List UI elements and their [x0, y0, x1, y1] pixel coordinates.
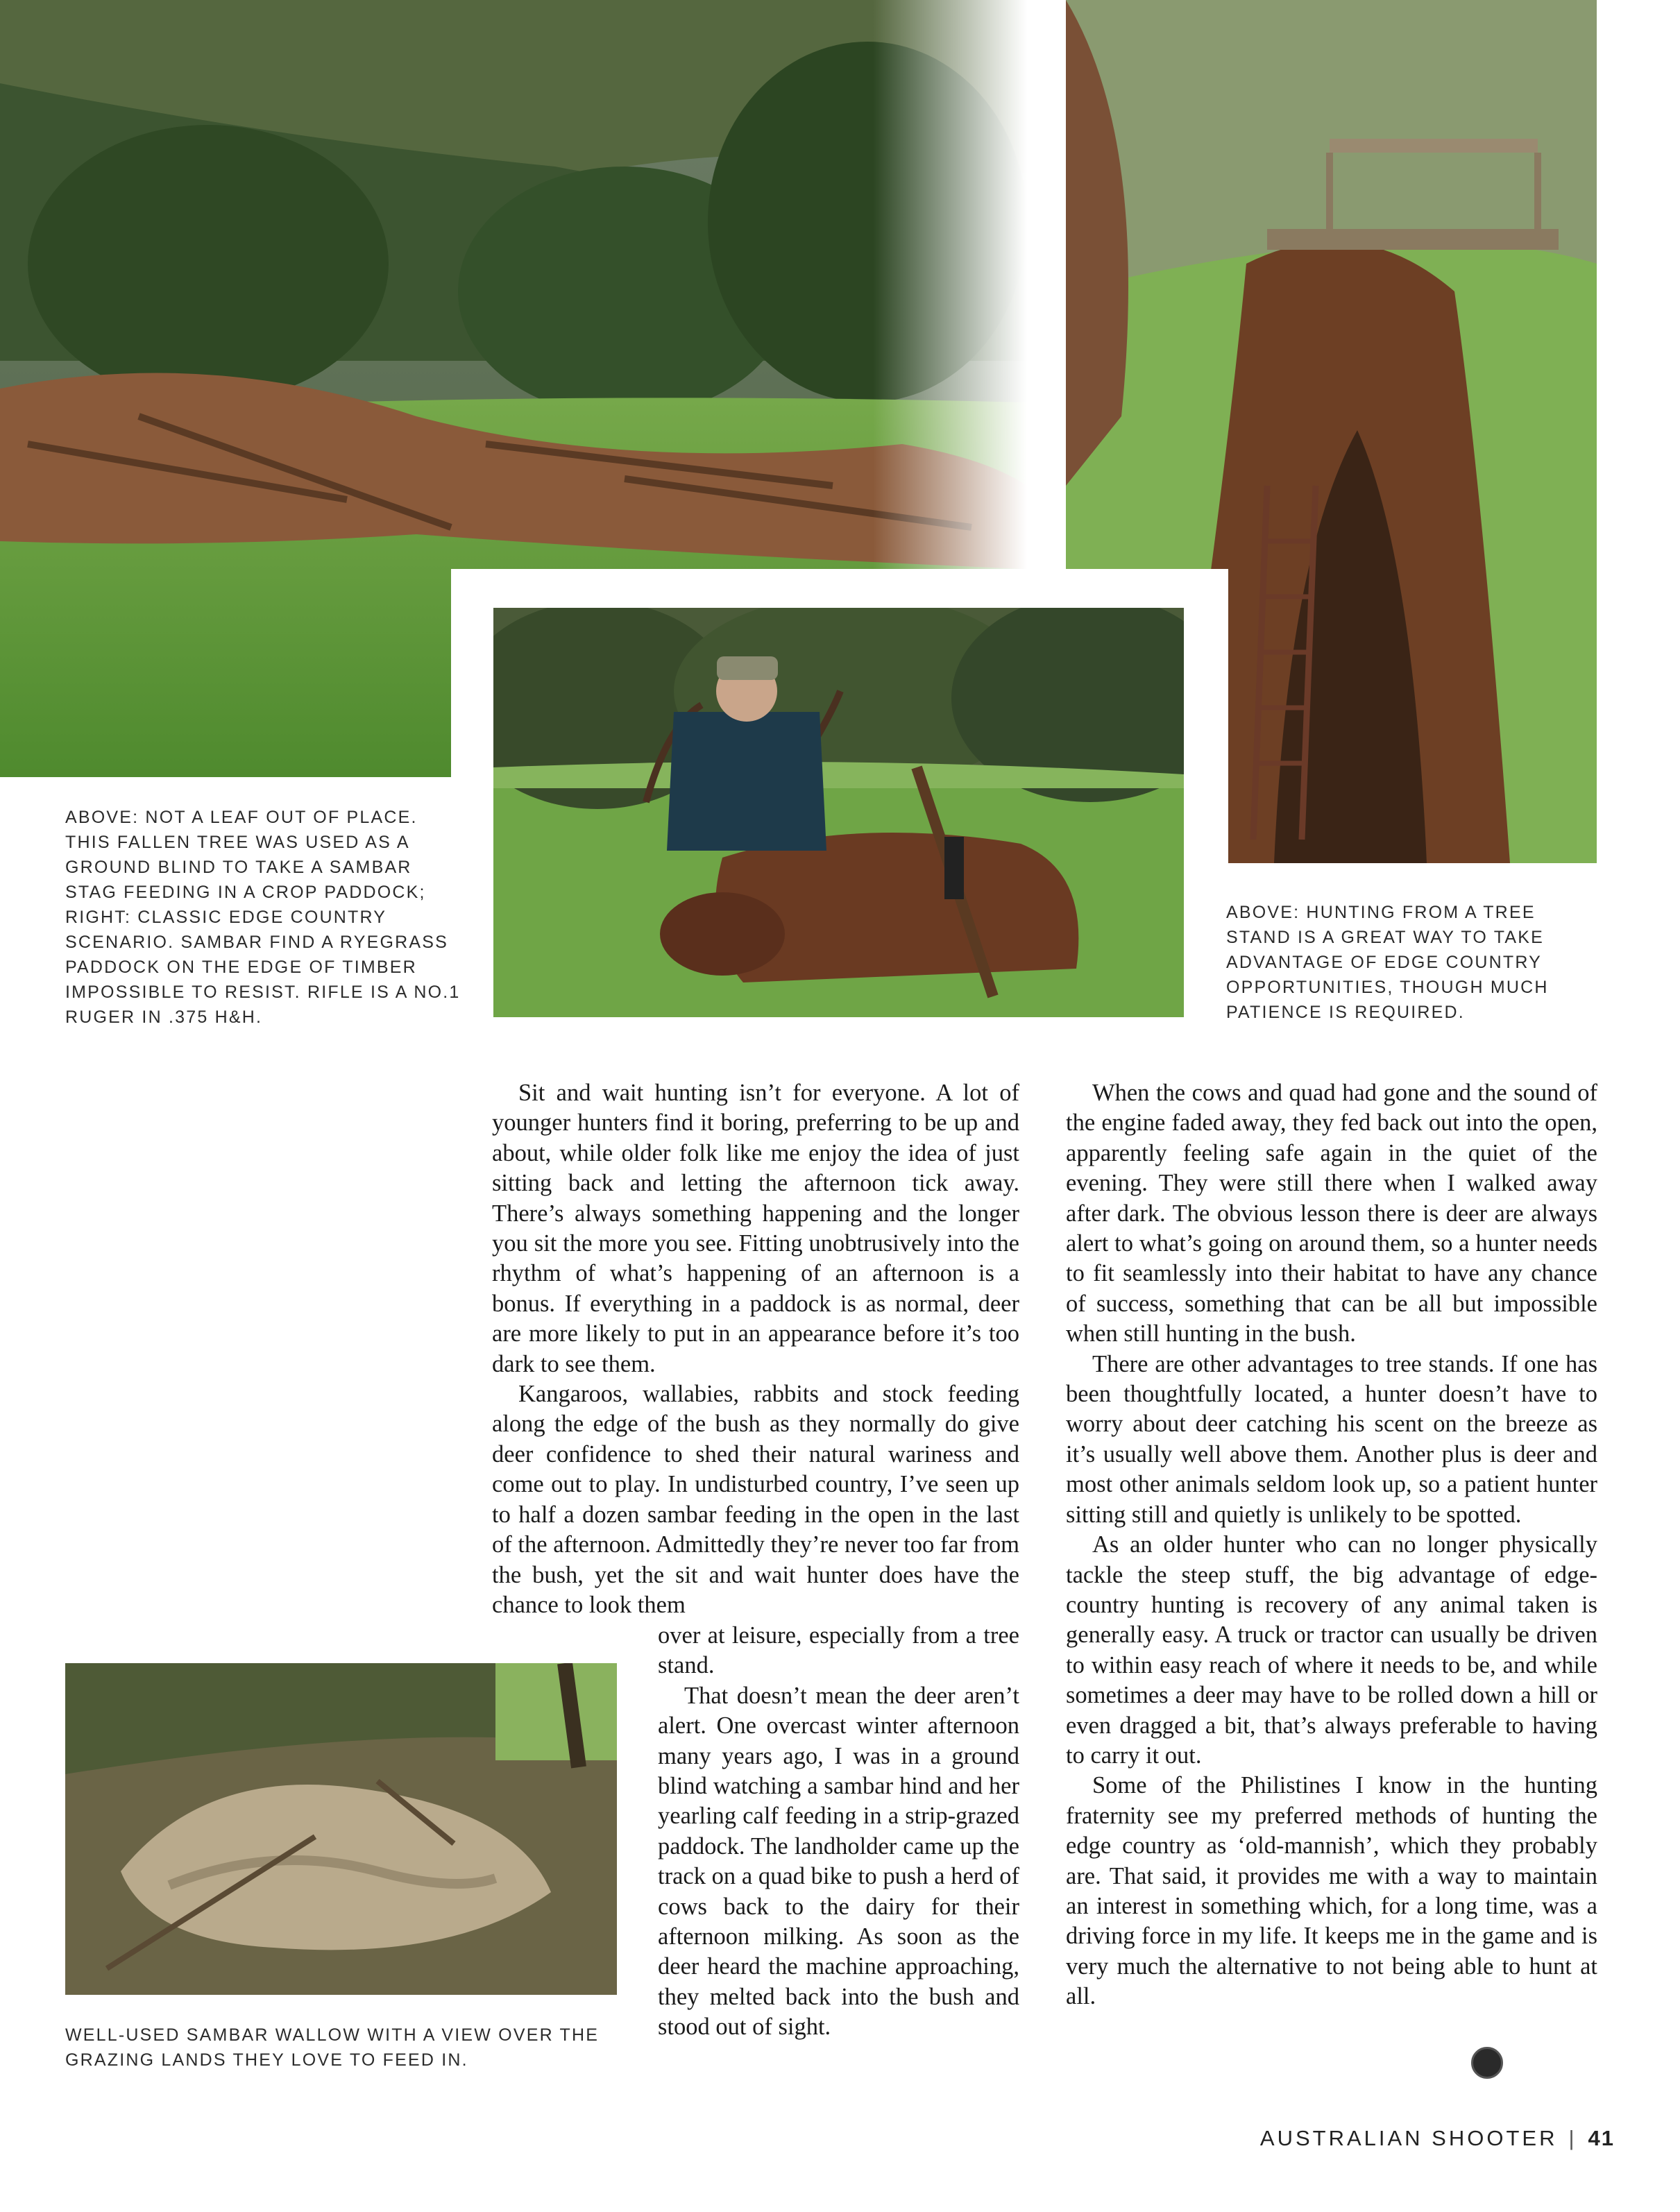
- caption-tree-stand: ABOVE: HUNTING FROM A TREE STAND IS A GREAT WAY TO TAKE ADVANTAGE OF EDGE COUNTRY OPPORTUNITIES, THOUGH MUCH PATIENCE IS REQUIRED.: [1226, 903, 1549, 1022]
- paragraph: Kangaroos, wallabies, rabbits and stock feeding along the edge of the bush as they normally do give deer confidence to shed their natural wariness and come out to play. In undisturbed country, I’ve seen up to half a dozen sambar feeding in the open in the last of the afternoon. Admittedly they’re never too far from the bush, yet the sit and wait hunter does have the chance to look them: [492, 1381, 1019, 1618]
- paragraph-continuation: over at leisure, especially from a tree stand.: [658, 1622, 1019, 1679]
- page-number: 41: [1588, 2126, 1615, 2150]
- caption-fallen-tree: ABOVE: NOT A LEAF OUT OF PLACE. THIS FALLEN TREE WAS USED AS A GROUND BLIND TO TAKE A SAMBAR STAG FEEDING IN A CROP PADDOCK; RIGHT: CLASSIC EDGE COUNTRY SCENARIO. SAMBAR FIND A RYEGRASS PADDOCK ON THE EDGE OF TIMBER IMPOSSIBLE TO RESIST. RIFLE IS A NO.1 RUGER IN .375 H&H.: [65, 808, 461, 1027]
- article-column-1: [492, 1078, 1019, 1620]
- paragraph: Sit and wait hunting isn’t for everyone. A lot of younger hunters find it boring, preferring to be up and about, while older folk like me enjoy the idea of just sitting back and letting the afternoon tick away. There’s always something happening and the longer you sit the more you see. Fitting unobtrusively into the rhythm of what’s happening of an afternoon is a bonus. If everything in a paddock is as normal, deer are more likely to put in an appearance before it’s too dark to see them.: [492, 1080, 1019, 1377]
- page-footer: [1260, 2126, 1615, 2151]
- magazine-name: AUSTRALIAN SHOOTER: [1259, 2126, 1558, 2150]
- hunter-stag-image: [493, 608, 1184, 1017]
- photo-sambar-wallow: [65, 1663, 617, 1995]
- caption-wallow: WELL-USED SAMBAR WALLOW WITH A VIEW OVER THE GRAZING LANDS THEY LOVE TO FEED IN.: [65, 2025, 600, 2070]
- wallow-image: [65, 1663, 617, 1995]
- paragraph: There are other advantages to tree stands. If one has been thoughtfully located, a hunter doesn’t have to worry about deer catching his scent on the breeze as it’s usually well above them. Another plus is deer and most other animals seldom look up, so a patient hunter sitting still and quietly is unlikely to be spotted.: [1066, 1350, 1597, 1528]
- paragraph: Some of the Philistines I know in the hunting fraternity see my preferred methods of hunting the edge country as ‘old-mannish’, which they probably are. That said, it provides me with a way to maintain an interest in something which, for a long time, was a driving force in my life. It keeps me in the game and is very much the alternative to not being able to hunt at all.: [1066, 1772, 1597, 2010]
- paragraph: That doesn’t mean the deer aren’t alert. One overcast winter afternoon many years ago, I was in a ground blind watching a sambar hind and her yearling calf feeding in a strip-grazed paddock. The landholder came up the track on a quad bike to push a herd of cows back to the dairy for their afternoon milking. As soon as the deer heard the machine approaching, they melted back into the bush and stood out of sight.: [658, 1682, 1019, 2041]
- photo-hunter-with-stag: [493, 608, 1184, 1017]
- paragraph: When the cows and quad had gone and the sound of the engine faded away, they fed back out into the open, apparently feeling safe again in the quiet of the evening. They were still there when I walked away after dark. The obvious lesson there is deer are always alert to what’s going on around them, so a hunter needs to fit seamlessly into their habitat to have any chance of success, something that can be all but impossible when still hunting in the bush.: [1066, 1080, 1597, 1347]
- article-column-1-continued: [658, 1621, 1019, 2043]
- paragraph: As an older hunter who can no longer physically tackle the steep stuff, the big advantage of edge-country hunting is recovery of any animal taken is generally easy. A truck or tractor can usually be driven to within easy reach of where it needs to be, and while sometimes a deer may have to be rolled down a hill or even dragged a bit, that’s always preferable to having to carry it out.: [1066, 1531, 1597, 1769]
- article-column-2: [1066, 1078, 1597, 2012]
- footer-separator: |: [1568, 2126, 1577, 2150]
- end-of-article-icon: [1471, 2047, 1503, 2079]
